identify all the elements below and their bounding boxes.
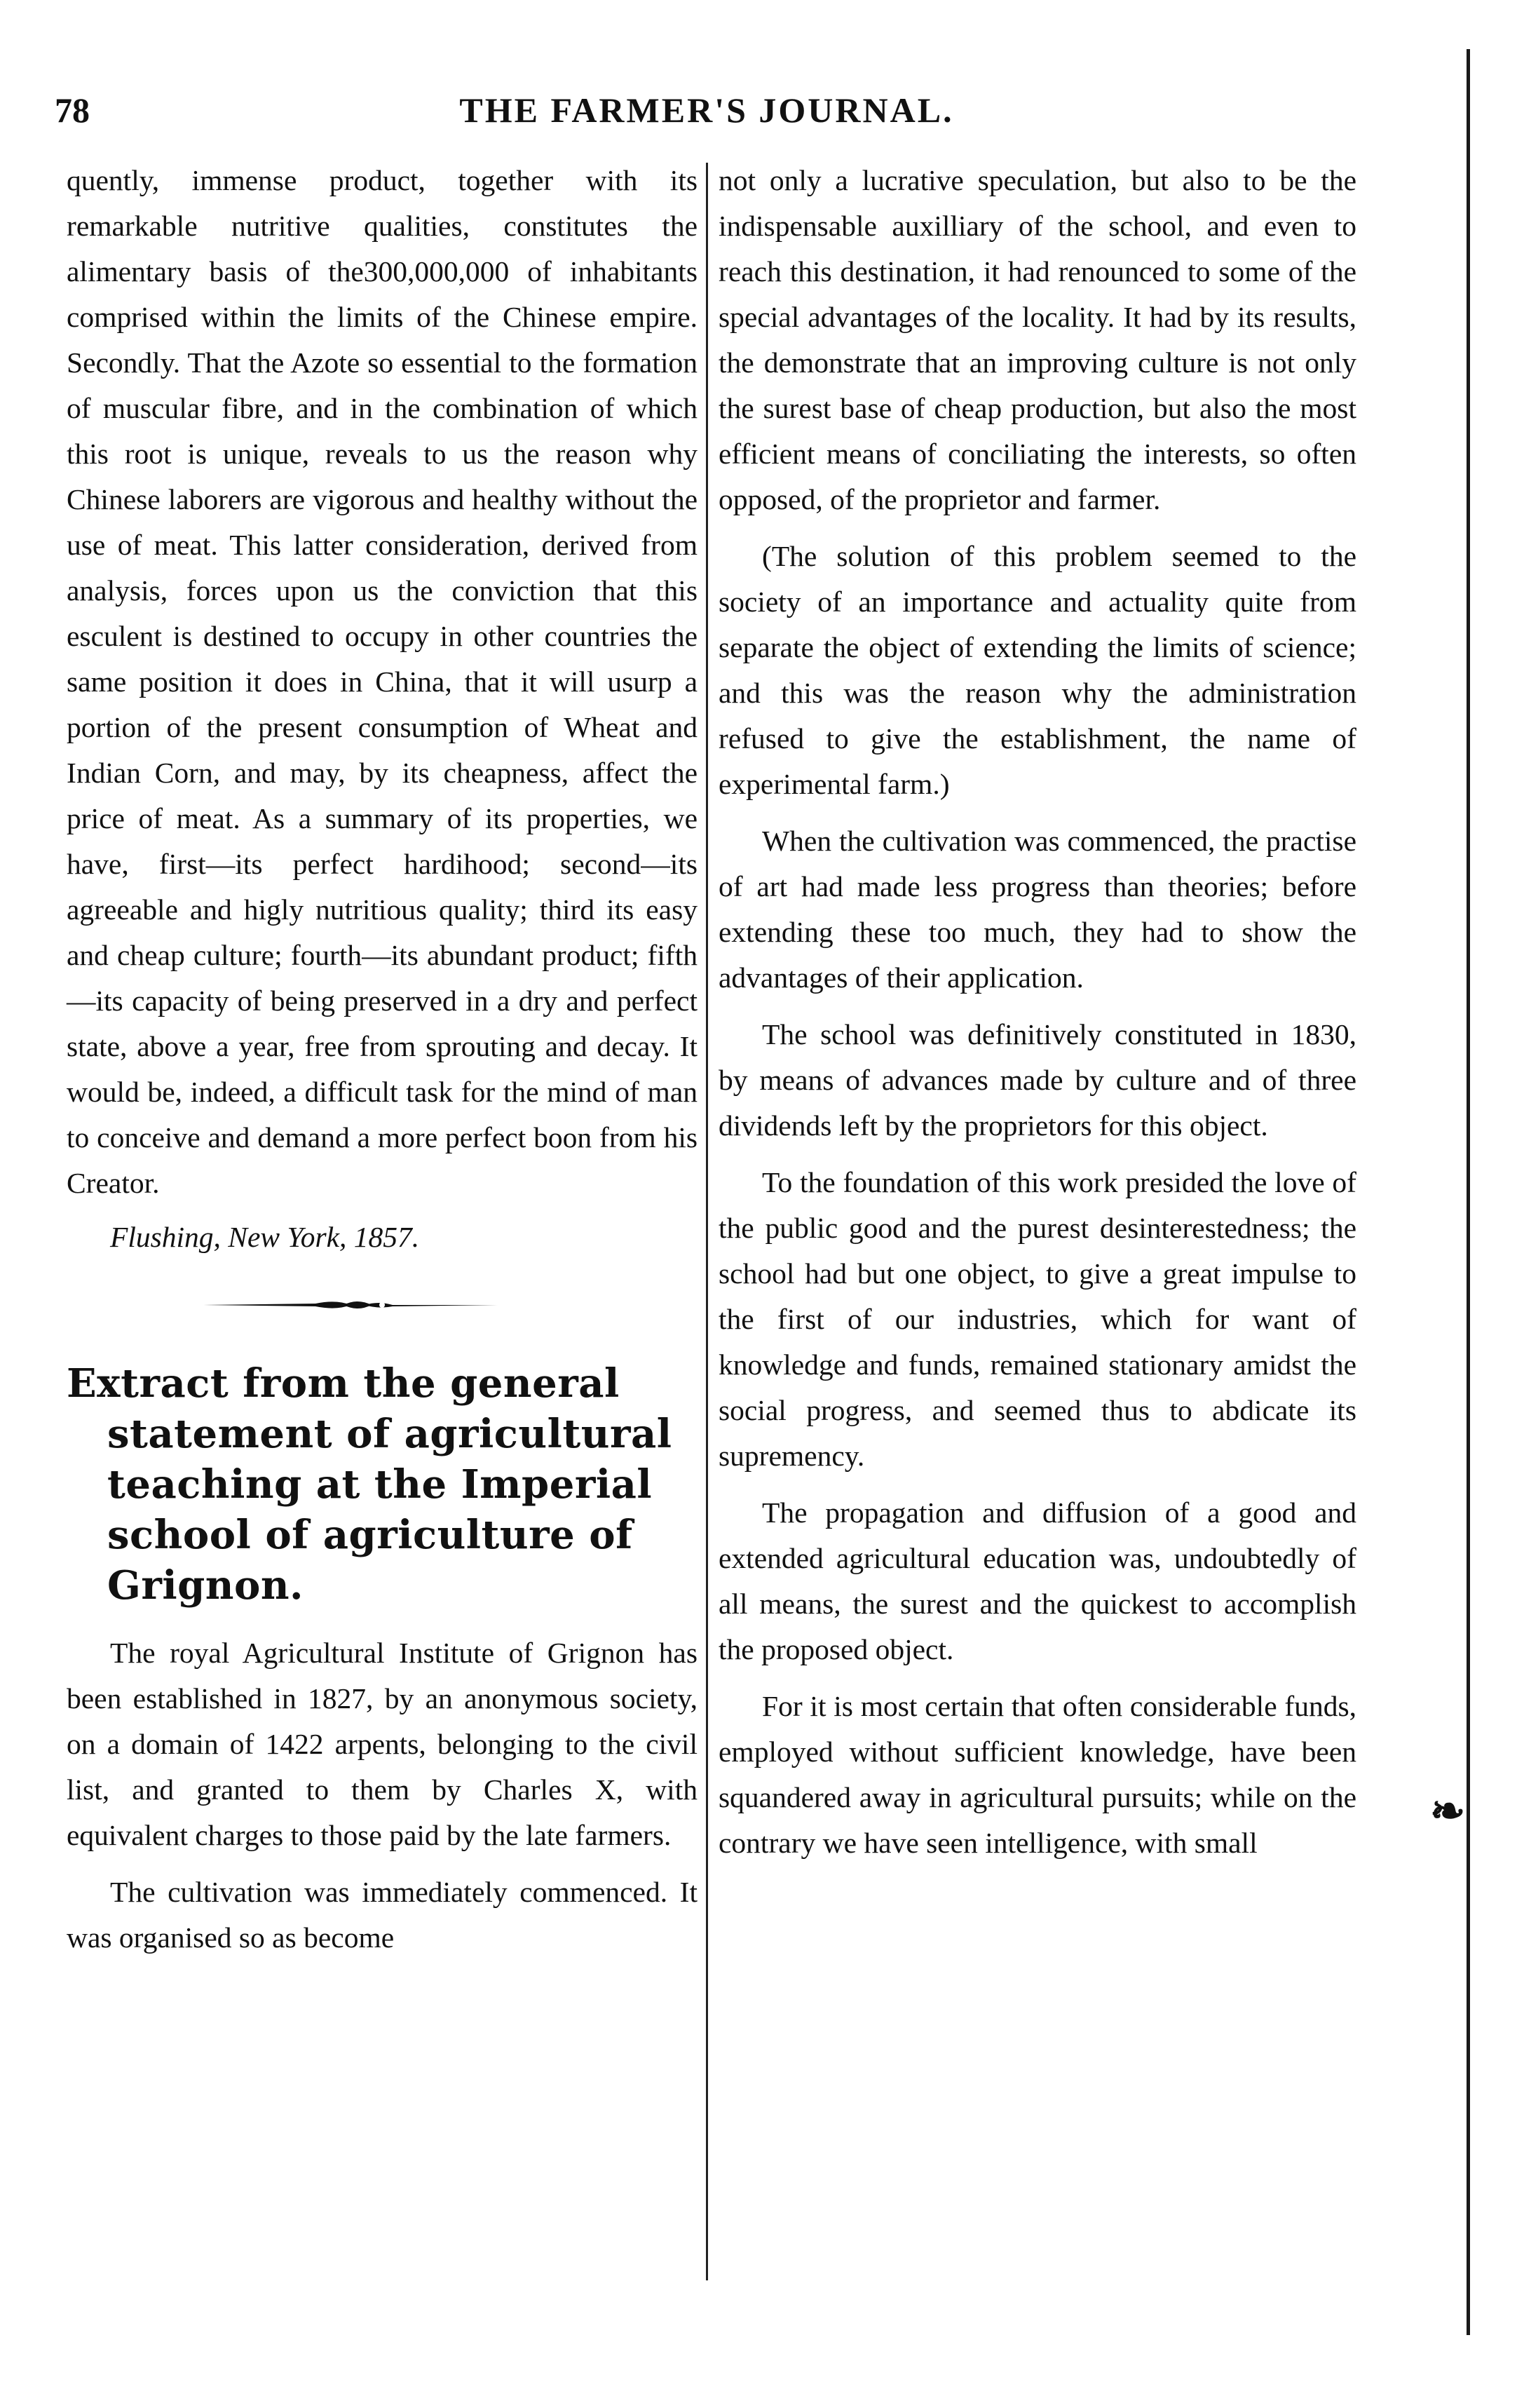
left-paragraph-1: quently, immense product, together with its remarkable nutritive qualities, constitutes the alimentary basis of the300,000,000 of inhabitants comprised within the limits of the Chinese empire. Secondly. That the Azote so essential to the formation of muscular fibre, and in the combination of which this root is unique, reveals to us the reason why Chinese laborers are vigorous and healthy without the use of meat. This latter consideration, derived from analysis, forces upon us the conviction that this esculent is destined to occupy in other countries the same position it does in China, that it will usurp a portion of the present consumption of Wheat and Indian Corn, and may, by its cheapness, affect the price of meat. As a summary of its properties, we have, first—its perfect hardihood; second—its agreeable and higly nutritious quality; third its easy and cheap culture; fourth—its abundant product; fifth—its capacity of being preserved in a dry and perfect state, above a year, free from sprouting and decay. It would be, indeed, a difficult task for the mind of man to conceive and demand a more perfect boon from his Creator. xyxy=(67,164,698,1199)
right-paragraph-5: To the foundation of this work presided the love of the public good and the purest desinterestedness; the school had but one object, to give a great impulse to the first of our industries, which for want of knowledge and funds, remained stationary amidst the social progress, and seemed thus to abdicate its supremency. xyxy=(719,1166,1356,1472)
right-paragraph-7: For it is most certain that often considerable funds, employed without sufficient knowledge, have been squandered away in agricultural pursuits; while on the contrary we have seen intelligence, with small xyxy=(719,1690,1356,1859)
column-divider xyxy=(706,163,708,2280)
right-paragraph-2: (The solution of this problem seemed to the society of an importance and actuality quite from separate the object of extending the limits of science; and this was the reason why the administration refused to give the establishment, the name of experimental farm.) xyxy=(719,540,1356,800)
page-header xyxy=(55,90,1359,146)
left-paragraph-2: The royal Agricultural Institute of Grignon has been established in 1827, by an anonymous society, on a domain of 1422 arpents, belonging to the civil list, and granted to them by Charles X, with equivalent charges to those paid by the late farmers. xyxy=(67,1637,698,1851)
page-number: 78 xyxy=(55,90,90,130)
page-edge-rule xyxy=(1467,49,1470,2335)
section-divider-ornament xyxy=(67,1260,698,1344)
right-column xyxy=(719,158,1356,1866)
right-paragraph-4: The school was definitively constituted in 1830, by means of advances made by culture and of three dividends left by the proprietors for this object. xyxy=(719,1018,1356,1142)
left-column xyxy=(67,158,698,1961)
article-signature xyxy=(67,1215,698,1260)
ornament-rule-icon xyxy=(203,1297,498,1313)
running-title: THE FARMER'S JOURNAL. xyxy=(459,90,954,130)
right-paragraph-3: When the cultivation was commenced, the practise of art had made less progress than theories; before extending these too much, they had to show the advantages of their application. xyxy=(719,825,1356,994)
left-paragraph-3: The cultivation was immediately commenced. It was organised so as become xyxy=(67,1876,698,1954)
right-paragraph-6: The propagation and diffusion of a good and extended agricultural education was, undoubtedly of all means, the surest and the quickest to accomplish the proposed object. xyxy=(719,1496,1356,1665)
signature-text: Flushing, New York, 1857. xyxy=(110,1221,420,1253)
right-paragraph-1: not only a lucrative speculation, but also to be the indispensable auxilliary of the school, and even to reach this destination, it had renounced to some of the special advantages of the locality. It had by its results, the demonstrate that an improving culture is not only the surest base of cheap production, but also the most efficient means of conciliating the interests, so often opposed, of the proprietor and farmer. xyxy=(719,164,1356,515)
section-heading xyxy=(67,1358,698,1611)
margin-mark-icon: ❧ xyxy=(1430,1788,1466,1834)
section-heading-text: Extract from the general statement of agricultural teaching at the Imperial school of agriculture of Grignon. xyxy=(67,1360,672,1609)
